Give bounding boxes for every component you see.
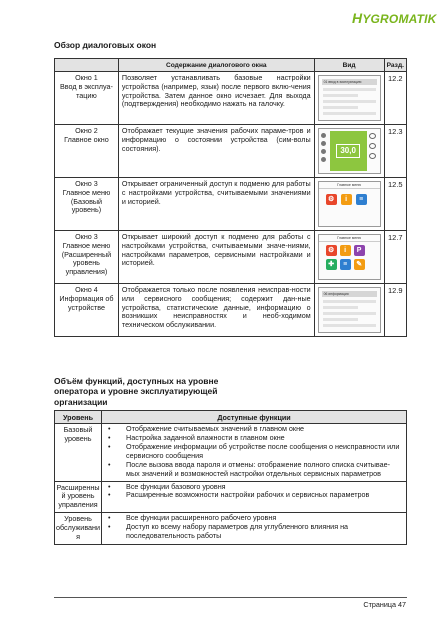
section-title-functions: Объём функций, доступных на уровне оператора и уровне эксплуатирующей организации bbox=[54, 376, 219, 407]
service-icon: ✚ bbox=[326, 259, 337, 270]
device-info-thumbnail bbox=[318, 287, 381, 333]
status-icon bbox=[321, 149, 326, 154]
level-name: Расширенны й уровень управления bbox=[55, 481, 102, 513]
table-header-row bbox=[55, 59, 407, 72]
window-name: Окно 3 Главное меню (Расширенный уровень управления) bbox=[55, 231, 119, 284]
humidity-display: 30,0 bbox=[330, 131, 367, 171]
main-screen-thumbnail bbox=[318, 128, 381, 174]
info-icon: i bbox=[340, 245, 351, 256]
function-list-cell bbox=[102, 424, 407, 482]
list-item: • После вызова ввода пароля и отмены: отображение полного списка считывае-мых значений и возможностей настройки отдельных сервисных параметров bbox=[106, 461, 403, 479]
info-icon: i bbox=[341, 194, 352, 205]
status-icon bbox=[321, 133, 326, 138]
function-list-cell bbox=[102, 481, 407, 513]
list-item: • Все функции базового уровня bbox=[106, 483, 403, 492]
window-description: Позволяет устанавливать базовые настройки устройства (например, язык) после первого вклю-чения устройства. Затем данное окно исчезает. Для выхода (подтверждения) необходимо нажать на галочку. bbox=[118, 72, 314, 125]
dialog-windows-table bbox=[54, 58, 407, 337]
status-icon bbox=[321, 157, 326, 162]
level-name: Уровень обслуживани я bbox=[55, 513, 102, 545]
window-name: Окно 3 Главное меню (Базовый уровень) bbox=[55, 178, 119, 231]
footer-divider bbox=[54, 597, 407, 598]
section-ref: 12.5 bbox=[384, 178, 406, 231]
main-menu-extended-thumbnail: Главное меню ⚙ i P ✚ ≡ ✎ bbox=[318, 234, 381, 280]
table-row bbox=[55, 178, 407, 231]
header-level: Уровень bbox=[55, 411, 102, 424]
window-thumbnail-cell bbox=[314, 125, 384, 178]
list-item: • Отображение считываемых значений в главном окне bbox=[106, 425, 403, 434]
window-description: Отображает текущие значения рабочих параме-тров и информацию о состоянии устройства (сим-волы состояния). bbox=[118, 125, 314, 178]
section-title-dialogs: Обзор диалоговых окон bbox=[54, 40, 157, 50]
commissioning-screen-thumbnail bbox=[318, 75, 381, 121]
level-name: Базовый уровень bbox=[55, 424, 102, 482]
section-ref: 12.2 bbox=[384, 72, 406, 125]
window-description: Отображается только после появления неисправ-ности или сервисного сообщения; содержит дан-ные устройства, статистические данные, информацию о возникших неисправностях и необ-ходимом техническом обслуживании. bbox=[118, 284, 314, 337]
window-thumbnail-cell bbox=[314, 72, 384, 125]
table-row bbox=[55, 231, 407, 284]
list-item: • Отображение информации об устройстве после сообщения о неисправности или сервисного сообщения bbox=[106, 443, 403, 461]
history-icon: ≡ bbox=[356, 194, 367, 205]
table-row bbox=[55, 125, 407, 178]
list-item: • Настройка заданной влажности в главном окне bbox=[106, 434, 403, 443]
header-window bbox=[55, 59, 119, 72]
list-item: • Расширенные возможности настройки рабочих и сервисных параметров bbox=[106, 491, 403, 500]
table-row bbox=[55, 284, 407, 337]
main-menu-basic-thumbnail: Главное меню ⚙ i ≡ bbox=[318, 181, 381, 227]
table-header-row bbox=[55, 411, 407, 424]
header-functions: Доступные функции bbox=[102, 411, 407, 424]
list-item: • Все функции расширенного рабочего уровня bbox=[106, 514, 403, 523]
window-name: Окно 1 Ввод в эксплуа- тацию bbox=[55, 72, 119, 125]
header-section: Разд. bbox=[384, 59, 406, 72]
nav-icon bbox=[369, 153, 376, 159]
wrench-icon: ✎ bbox=[354, 259, 365, 270]
function-list-cell bbox=[102, 513, 407, 545]
history-icon: ≡ bbox=[340, 259, 351, 270]
header-view: Вид bbox=[314, 59, 384, 72]
functions-table bbox=[54, 410, 407, 545]
window-name: Окно 4 Информация об устройстве bbox=[55, 284, 119, 337]
thumbnail-titlebar: 01 ввод в эксплуатацию bbox=[322, 79, 377, 85]
window-description: Открывает ограниченный доступ к подменю для работы с настройками устройства, считываемыми значениями и историей. bbox=[118, 178, 314, 231]
table-row bbox=[55, 481, 407, 513]
window-name: Окно 2 Главное окно bbox=[55, 125, 119, 178]
thumbnail-titlebar: 06 информация bbox=[322, 291, 377, 297]
table-row bbox=[55, 424, 407, 482]
window-thumbnail-cell bbox=[314, 178, 384, 231]
nav-icon bbox=[369, 143, 376, 149]
section-ref: 12.9 bbox=[384, 284, 406, 337]
page-number: Страница 47 bbox=[363, 600, 406, 609]
table-row bbox=[55, 72, 407, 125]
status-icon bbox=[321, 141, 326, 146]
section-ref: 12.7 bbox=[384, 231, 406, 284]
window-thumbnail-cell bbox=[314, 231, 384, 284]
table-row bbox=[55, 513, 407, 545]
settings-gear-icon: ⚙ bbox=[326, 194, 337, 205]
settings-gear-icon: ⚙ bbox=[326, 245, 337, 256]
hygromatik-logo: HYGROMATIK bbox=[352, 10, 437, 26]
list-item: • Доступ ко всему набору параметров для углубленного влияния на последовательность работы bbox=[106, 523, 403, 541]
window-thumbnail-cell bbox=[314, 284, 384, 337]
section-ref: 12.3 bbox=[384, 125, 406, 178]
nav-icon bbox=[369, 133, 376, 139]
window-description: Открывает широкий доступ к подменю для работы с настройками устройства, считываемыми значе-ниями, настройками параметров, сервисными настройками и историей. bbox=[118, 231, 314, 284]
header-content: Содержание диалогового окна bbox=[118, 59, 314, 72]
parameters-icon: P bbox=[354, 245, 365, 256]
